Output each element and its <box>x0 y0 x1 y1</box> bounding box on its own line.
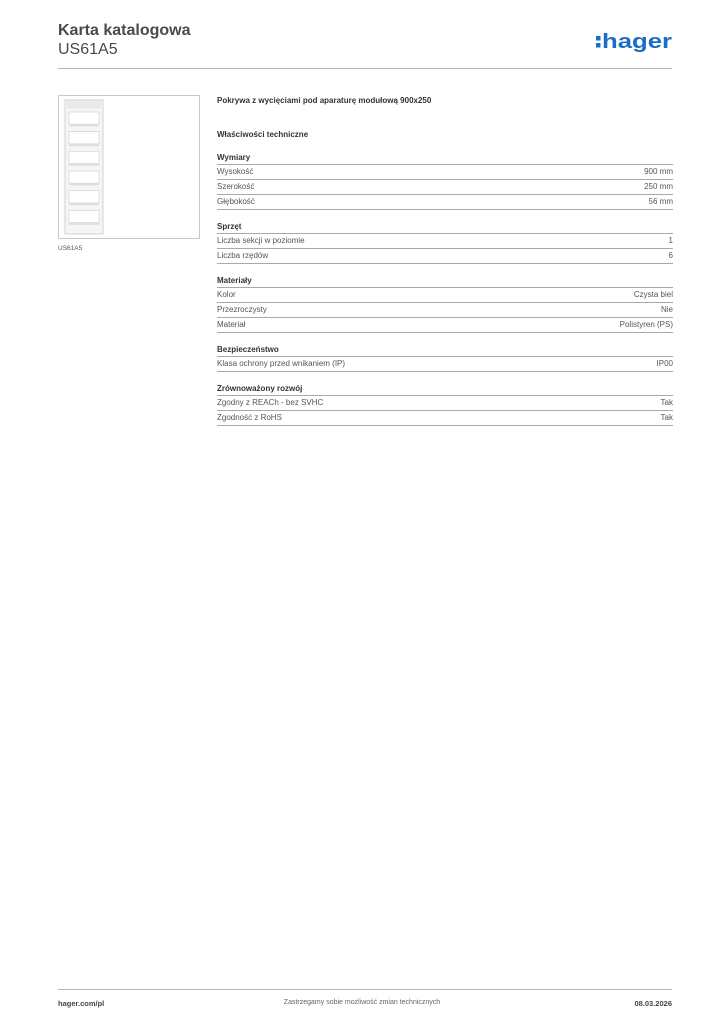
spec-group <box>217 383 673 426</box>
footer-divider <box>58 989 672 990</box>
spec-label: Wysokość <box>217 167 254 176</box>
panel-slot <box>69 132 99 144</box>
spec-heading: Właściwości techniczne <box>217 130 309 139</box>
spec-row <box>217 165 673 180</box>
spec-group <box>217 152 673 210</box>
panel-slot <box>69 210 99 222</box>
product-image-caption: US61A5 <box>58 245 83 252</box>
spec-value: IP00 <box>656 359 673 368</box>
panel-slot <box>69 112 99 124</box>
hager-logo <box>594 27 674 57</box>
spec-row <box>217 411 673 426</box>
spec-label: Głębokość <box>217 197 255 206</box>
spec-label: Zgodność z RoHS <box>217 413 282 422</box>
spec-row <box>217 195 673 210</box>
spec-row <box>217 249 673 264</box>
spec-group-title: Materiały <box>217 275 673 288</box>
cover-panel-drawing <box>65 100 103 234</box>
product-title: Pokrywa z wycięciami pod aparaturę modułową 900x250 <box>217 96 432 105</box>
spec-groups <box>217 152 673 426</box>
spec-group-title: Zrównoważony rozwój <box>217 383 673 396</box>
spec-label: Kolor <box>217 290 236 299</box>
spec-label: Materiał <box>217 320 246 329</box>
spec-row <box>217 396 673 411</box>
spec-value: 1 <box>668 236 673 245</box>
spec-group <box>217 344 673 372</box>
panel-top-strip <box>67 102 101 109</box>
spec-value: Tak <box>660 413 673 422</box>
panel-slot-shadow <box>69 124 99 126</box>
footer-note: Zastrzegamy sobie możliwość zmian technicznych <box>283 999 441 1006</box>
panel-slot <box>69 171 99 183</box>
logo-dot-top <box>596 36 601 41</box>
panel-slot-shadow <box>69 164 99 166</box>
spec-content <box>217 95 673 426</box>
logo-wordmark: hager <box>602 31 673 53</box>
panel-slot-shadow <box>69 144 99 146</box>
spec-label: Przezroczysty <box>217 305 267 314</box>
spec-label: Klasa ochrony przed wnikaniem (IP) <box>217 359 346 368</box>
spec-label: Liczba rzędów <box>217 251 269 260</box>
footer-website: hager.com/pl <box>58 999 105 1008</box>
logo-dot-bottom <box>596 43 601 48</box>
spec-group-title: Sprzęt <box>217 221 673 234</box>
header-divider <box>58 68 672 69</box>
spec-label: Szerokość <box>217 182 255 191</box>
product-image-frame <box>58 95 200 239</box>
spec-value: 56 mm <box>648 197 673 206</box>
spec-row <box>217 180 673 195</box>
spec-group <box>217 275 673 333</box>
spec-row <box>217 303 673 318</box>
spec-value: Tak <box>660 398 673 407</box>
spec-value: 900 mm <box>644 167 673 176</box>
spec-group-title: Wymiary <box>217 152 673 165</box>
spec-value: 250 mm <box>644 182 673 191</box>
spec-row <box>217 288 673 303</box>
panel-slot-shadow <box>69 183 99 185</box>
footer-date: 08.03.2026 <box>634 999 672 1008</box>
spec-row <box>217 234 673 249</box>
spec-label: Zgodny z REACh - bez SVHC <box>217 398 324 407</box>
panel-slot-shadow <box>69 203 99 205</box>
product-image <box>59 96 199 238</box>
spec-row <box>217 357 673 372</box>
spec-value: 6 <box>668 251 673 260</box>
panel-slot <box>69 151 99 163</box>
spec-value: Nie <box>660 305 673 314</box>
panel-slot-shadow <box>69 223 99 225</box>
spec-row <box>217 318 673 333</box>
panel-slot <box>69 191 99 203</box>
spec-value: Polistyren (PS) <box>619 320 673 329</box>
page-header-title: Karta katalogowa <box>58 22 191 39</box>
product-code: US61A5 <box>58 41 118 58</box>
spec-group-title: Bezpieczeństwo <box>217 344 673 357</box>
spec-group <box>217 221 673 264</box>
spec-label: Liczba sekcji w poziomie <box>217 236 305 245</box>
spec-value: Czysta biel <box>633 290 673 299</box>
